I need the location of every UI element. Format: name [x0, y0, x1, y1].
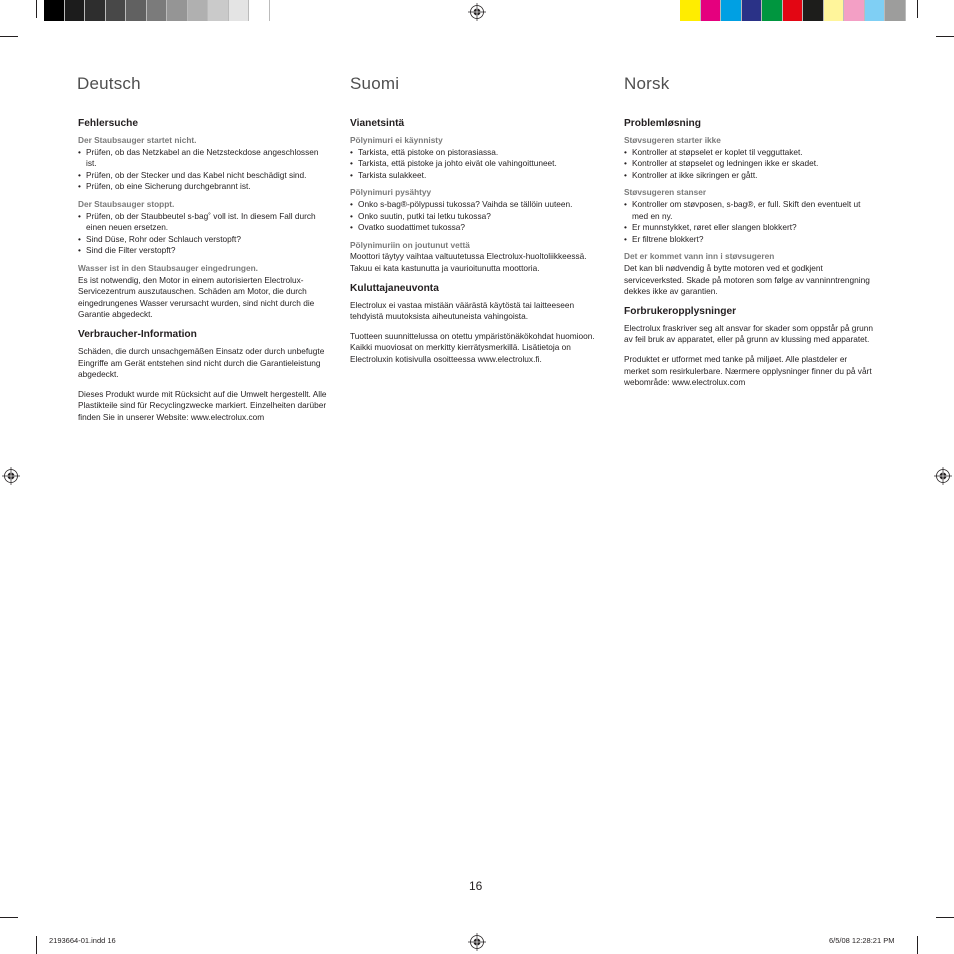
registration-mark-icon	[468, 933, 486, 951]
gray-swatch	[208, 0, 229, 21]
language-title-norsk: Norsk	[624, 74, 670, 93]
list-item: • Tarkista, että pistoke on pistorasiassa.	[350, 147, 600, 159]
list-item: • Er filtrene blokkert?	[624, 234, 874, 246]
gray-swatch	[85, 0, 106, 21]
language-title-suomi: Suomi	[350, 74, 400, 93]
list-item: • Kontroller at ikke sikringen er gått.	[624, 170, 874, 182]
gray-swatch	[167, 0, 188, 21]
gray-swatch	[126, 0, 147, 21]
gray-swatch	[106, 0, 127, 21]
registration-mark-icon	[2, 467, 20, 485]
crop-mark	[36, 936, 37, 954]
paragraph: Tuotteen suunnittelussa on otettu ympäristönäkökohdat huomioon. Kaikki muoviosat on merkitty kierrätysmerkillä. Lisätietoja on Electroluxin kotisivulla osoitteessa www.electrolux.fi.	[350, 330, 595, 364]
column-suomi	[350, 118, 600, 374]
list-item: • Prüfen, ob eine Sicherung durchgebrannt ist.	[78, 181, 328, 193]
paragraph: Schäden, die durch unsachgemäßen Einsatz oder durch unbefugte Eingriffe am Gerät entstehen sind nicht durch die Garantieleistung abgedeckt.	[78, 345, 325, 380]
bullet-list	[78, 147, 328, 193]
color-swatch-bar	[680, 0, 906, 21]
bullet-list	[624, 199, 874, 245]
color-swatch	[762, 0, 783, 21]
list-item: • Sind die Filter verstopft?	[78, 245, 328, 257]
subheading: Pölynimuri pysähtyy	[350, 187, 432, 198]
list-item: • Er munnstykket, røret eller slangen blokkert?	[624, 222, 874, 234]
section-heading: Verbraucher-Information	[78, 328, 197, 340]
crop-mark	[0, 36, 18, 37]
slug-timestamp: 6/5/08 12:28:21 PM	[829, 936, 895, 945]
color-swatch	[844, 0, 865, 21]
subheading: Pölynimuri ei käynnisty	[350, 135, 443, 145]
registration-mark-icon	[934, 467, 952, 485]
section-heading: Kuluttajaneuvonta	[350, 282, 439, 294]
bullet-list	[350, 147, 600, 182]
gray-swatch	[188, 0, 209, 21]
crop-mark	[917, 936, 918, 954]
gray-swatch	[44, 0, 65, 21]
list-item: • Kontroller at støpselet er koplet til vegguttaket.	[624, 147, 874, 159]
color-swatch	[824, 0, 845, 21]
color-swatch	[680, 0, 701, 21]
gray-swatch	[229, 0, 250, 21]
section-heading: Vianetsintä	[350, 118, 405, 129]
list-item: • Prüfen, ob das Netzkabel an die Netzsteckdose angeschlossen ist.	[78, 147, 328, 170]
paragraph: Dieses Produkt wurde mit Rücksicht auf die Umwelt hergestellt. Alle Plastikteile sind für Recyclingzwecke markiert. Einzelheiten darüber finden Sie in unserer Website: www.electrolux.com	[78, 388, 327, 422]
paragraph: Moottori täytyy vaihtaa valtuutetussa Electrolux-huoltoliikkeessä. Takuu ei kata kastunutta ja vaurioitunutta moottoria.	[350, 251, 587, 273]
subheading: Der Staubsauger stoppt.	[78, 198, 175, 209]
column-norsk	[624, 118, 874, 397]
list-item: • Kontroller om støvposen, s-bag®, er full. Skift den eventuelt ut med en ny.	[624, 199, 874, 222]
color-swatch	[803, 0, 824, 21]
crop-mark	[936, 36, 954, 37]
paragraph: Electrolux fraskriver seg alt ansvar for skader som oppstår på grunn av feil bruk av apparatet, eller på grunn av klussing med apparatet.	[624, 322, 874, 345]
language-title-deutsch: Deutsch	[77, 74, 141, 93]
color-swatch	[742, 0, 763, 21]
paragraph: Det kan bli nødvendig å bytte motoren ved et godkjent serviceverksted. Skade på motoren som følge av vanninntrengning dekkes ikke av garantien.	[624, 262, 870, 297]
color-swatch	[885, 0, 906, 21]
bullet-list	[78, 211, 328, 257]
registration-mark-icon	[468, 3, 486, 21]
paragraph: Es ist notwendig, den Motor in einem autorisierten Electrolux-Servicezentrum auszutauschen. Schäden am Motor, die durch eingedrungenes Wasser verursacht wurden, sind nicht durch die Garantie abgedeckt.	[78, 274, 315, 320]
crop-mark	[36, 0, 37, 18]
list-item: • Sind Düse, Rohr oder Schlauch verstopft?	[78, 234, 328, 246]
list-item: • Ovatko suodattimet tukossa?	[350, 222, 600, 234]
crop-mark	[917, 0, 918, 18]
grayscale-swatch-bar	[44, 0, 270, 21]
list-item: • Tarkista sulakkeet.	[350, 170, 600, 182]
subheading: Wasser ist in den Staubsauger eingedrungen.	[78, 262, 258, 273]
list-item: • Prüfen, ob der Staubbeutel s-bag˚ voll ist. In diesem Fall durch einen neuen ersetzen.	[78, 211, 328, 234]
list-item: • Kontroller at støpselet og ledningen ikke er skadet.	[624, 158, 874, 170]
bullet-list	[350, 199, 600, 234]
bullet-list	[624, 147, 874, 182]
gray-swatch	[249, 0, 270, 21]
crop-mark	[936, 917, 954, 918]
subheading: Støvsugeren stanser	[624, 187, 707, 198]
section-heading: Fehlersuche	[78, 118, 139, 129]
list-item: • Prüfen, ob der Stecker und das Kabel nicht beschädigt sind.	[78, 170, 328, 182]
column-deutsch	[78, 118, 328, 431]
list-item: • Onko s-bag®-pölypussi tukossa? Vaihda se tällöin uuteen.	[350, 199, 600, 211]
color-swatch	[721, 0, 742, 21]
subheading: Det er kommet vann inn i støvsugeren	[624, 251, 775, 262]
color-swatch	[865, 0, 886, 21]
subheading: Pölynimuriin on joutunut vettä	[350, 239, 470, 250]
list-item: • Tarkista, että pistoke ja johto eivät ole vahingoittuneet.	[350, 158, 600, 170]
section-heading: Problemløsning	[624, 118, 701, 129]
section-heading: Forbrukeropplysninger	[624, 305, 737, 317]
gray-swatch	[147, 0, 168, 21]
gray-swatch	[65, 0, 86, 21]
subheading: Der Staubsauger startet nicht.	[78, 135, 197, 145]
paragraph: Electrolux ei vastaa mistään väärästä käytöstä tai laitteeseen tehdyistä muutoksista aiheutuneista vahingoista.	[350, 299, 575, 322]
subheading: Støvsugeren starter ikke	[624, 135, 721, 145]
color-swatch	[701, 0, 722, 21]
paragraph: Produktet er utformet med tanke på miljøet. Alle plastdeler er merket som resirkulerbare. Nærmere opplysninger finner du på vårt webområde: www.electrolux.com	[624, 353, 872, 388]
page-number: 16	[469, 879, 483, 893]
slug-file-info: 2193664-01.indd 16	[49, 936, 116, 945]
color-swatch	[783, 0, 804, 21]
crop-mark	[0, 917, 18, 918]
list-item: • Onko suutin, putki tai letku tukossa?	[350, 211, 600, 223]
